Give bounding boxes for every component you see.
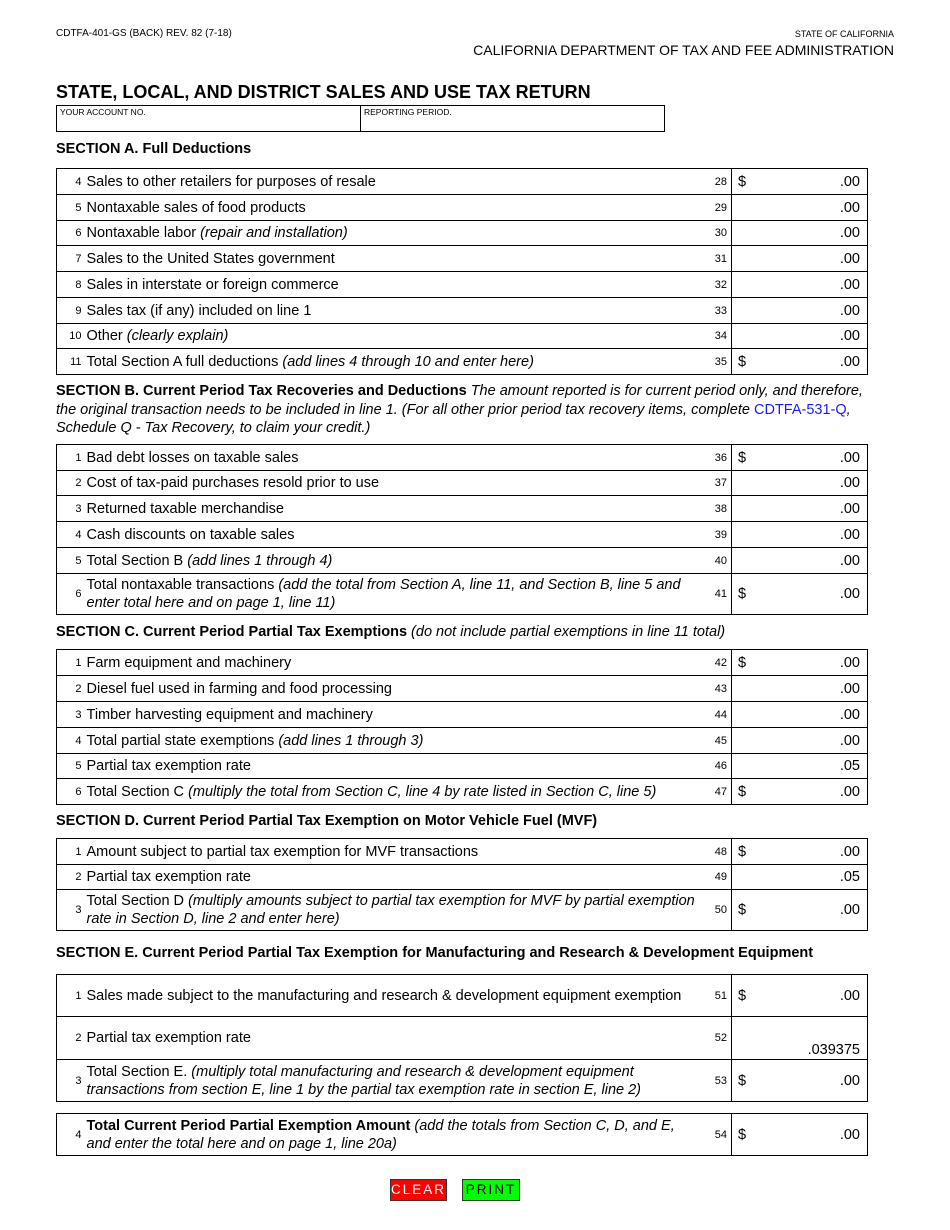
form-row — [57, 349, 868, 375]
amount-value: .00 — [839, 302, 860, 319]
currency-symbol: $ — [738, 902, 747, 918]
amount-value: .00 — [839, 250, 860, 267]
form-row — [57, 195, 868, 221]
reporting-period-label: REPORTING PERIOD. — [364, 107, 452, 117]
row-description — [87, 298, 702, 324]
form-row — [57, 839, 868, 865]
row-text: Total partial state exemptions — [86, 732, 279, 749]
row-text: Nontaxable sales of food products — [86, 199, 306, 216]
row-text: Sales made subject to the manufacturing and research & development equipment exemption — [86, 987, 682, 1004]
row-number: 2 — [57, 471, 87, 496]
currency-symbol: $ — [738, 586, 747, 602]
amount-field[interactable] — [732, 865, 868, 890]
amount-field[interactable] — [732, 349, 868, 375]
row-note: (clearly explain) — [126, 328, 229, 344]
currency-symbol: $ — [738, 449, 747, 466]
row-text: Partial tax exemption rate — [86, 1030, 251, 1046]
amount-field[interactable] — [732, 246, 868, 272]
currency-symbol: $ — [738, 1072, 747, 1089]
row-description — [87, 676, 702, 702]
row-number: 4 — [57, 1114, 87, 1156]
amount-value: .00 — [839, 902, 860, 918]
section-a-heading: SECTION A. Full Deductions — [56, 141, 252, 157]
row-number: 6 — [57, 574, 87, 615]
section-b-table — [56, 444, 868, 615]
line-number: 39 — [702, 522, 732, 548]
line-number: 35 — [702, 349, 732, 375]
section-e-heading: SECTION E. Current Period Partial Tax Exemption for Manufacturing and Research & Development Equipment — [56, 945, 814, 961]
amount-value: .00 — [839, 500, 860, 517]
row-note: (add the totals from Section C, D, and E, and enter the total here and on page 1, line 20a) — [86, 1117, 675, 1152]
amount-field[interactable] — [732, 650, 868, 676]
amount-field[interactable] — [732, 1060, 868, 1102]
amount-field[interactable] — [732, 779, 868, 805]
row-text: Nontaxable labor — [86, 225, 201, 241]
amount-value: .00 — [839, 680, 860, 697]
line-number: 47 — [702, 779, 732, 805]
row-text: Bad debt losses on taxable sales — [86, 449, 299, 466]
amount-value: .00 — [839, 843, 860, 860]
department-name: CALIFORNIA DEPARTMENT OF TAX AND FEE ADMINISTRATION — [473, 42, 894, 58]
currency-symbol: $ — [738, 843, 747, 860]
row-text: Farm equipment and machinery — [86, 654, 292, 671]
row-note: (multiply the total from Section C, line 4 by rate listed in Section C, line 5) — [188, 783, 657, 800]
row-description — [87, 272, 702, 298]
line-number: 33 — [702, 298, 732, 324]
row-number: 6 — [57, 221, 87, 246]
form-row — [57, 865, 868, 890]
row-text: Sales tax (if any) included on line 1 — [86, 302, 312, 319]
row-description — [87, 754, 702, 779]
row-text: Other — [86, 328, 127, 344]
row-description — [87, 728, 702, 754]
row-number: 4 — [57, 169, 87, 195]
amount-value: .00 — [839, 526, 860, 543]
amount-value: .00 — [839, 225, 860, 241]
row-number: 3 — [57, 496, 87, 522]
form-row — [57, 1114, 868, 1156]
row-number: 8 — [57, 272, 87, 298]
page-title: STATE, LOCAL, AND DISTRICT SALES AND USE TAX RETURN — [56, 82, 591, 102]
row-description — [87, 471, 702, 496]
line-number: 40 — [702, 548, 732, 574]
row-note: (add the total from Section A, line 11, and Section B, line 5 and enter total here and on page 1, line 11) — [86, 577, 681, 611]
form-row — [57, 169, 868, 195]
row-description — [87, 221, 702, 246]
row-number: 1 — [57, 839, 87, 865]
amount-value: .00 — [839, 1072, 860, 1089]
form-row — [57, 496, 868, 522]
row-number: 3 — [57, 890, 87, 931]
amount-field[interactable] — [732, 522, 868, 548]
line-number: 44 — [702, 702, 732, 728]
amount-field[interactable] — [732, 445, 868, 471]
form-row — [57, 702, 868, 728]
form-number: CDTFA-401-GS (BACK) REV. 82 (7-18) — [56, 28, 232, 39]
line-number: 49 — [702, 865, 732, 890]
row-number: 9 — [57, 298, 87, 324]
row-text: Partial tax exemption rate — [86, 869, 251, 885]
row-description — [87, 522, 702, 548]
amount-field[interactable] — [732, 1017, 868, 1060]
row-text: Sales to other retailers for purposes of resale — [86, 173, 376, 190]
account-number-label: YOUR ACCOUNT NO. — [60, 107, 146, 117]
amount-field[interactable] — [732, 574, 868, 615]
form-row — [57, 650, 868, 676]
form-row — [57, 1017, 868, 1060]
line-number: 34 — [702, 324, 732, 349]
row-number: 2 — [57, 1017, 87, 1060]
row-text: Total Section D — [86, 893, 189, 909]
currency-symbol: $ — [738, 987, 747, 1004]
amount-field[interactable] — [732, 548, 868, 574]
section-d-table — [56, 838, 868, 931]
section-b-heading: SECTION B. Current Period Tax Recoveries and Deductions The amount reported is for current period only, and therefore, the original transaction needs to be included in line 1. (For all other prior period tax recovery items, complete CDTFA-531-Q, Schedule Q - Tax Recovery, to claim your credit.) — [56, 383, 863, 436]
row-description — [87, 548, 702, 574]
currency-symbol: $ — [738, 783, 747, 800]
row-description — [87, 246, 702, 272]
line-number: 46 — [702, 754, 732, 779]
amount-value: .00 — [839, 353, 860, 370]
currency-symbol: $ — [738, 654, 747, 671]
row-text: Sales to the United States government — [86, 250, 335, 267]
form-row — [57, 298, 868, 324]
row-number: 7 — [57, 246, 87, 272]
row-note: (multiply total manufacturing and research & development equipment transactions from section E, line 1 by the partial tax exemption rate in section E, line 2) — [86, 1063, 641, 1098]
form-row — [57, 779, 868, 805]
row-number: 1 — [57, 445, 87, 471]
line-number: 38 — [702, 496, 732, 522]
total-table — [56, 1113, 868, 1156]
form-row — [57, 728, 868, 754]
row-number: 3 — [57, 702, 87, 728]
amount-value: .00 — [839, 552, 860, 569]
amount-field[interactable] — [732, 169, 868, 195]
row-number: 5 — [57, 195, 87, 221]
row-description — [87, 839, 702, 865]
amount-value: .00 — [839, 586, 860, 602]
amount-value: .00 — [839, 987, 860, 1004]
row-description — [87, 890, 702, 931]
amount-value: .00 — [839, 1126, 860, 1143]
form-row — [57, 246, 868, 272]
section-c-heading: SECTION C. Current Period Partial Tax Exemptions (do not include partial exemptions in line 11 total) — [56, 624, 726, 640]
line-number: 42 — [702, 650, 732, 676]
row-note: (add lines 4 through 10 and enter here) — [282, 353, 534, 370]
line-number: 48 — [702, 839, 732, 865]
amount-field[interactable] — [732, 975, 868, 1017]
row-description — [87, 574, 702, 615]
row-text: Partial tax exemption rate — [86, 758, 251, 774]
row-number: 1 — [57, 650, 87, 676]
form-row — [57, 676, 868, 702]
line-number: 36 — [702, 445, 732, 471]
amount-value: .05 — [839, 758, 860, 774]
amount-value: .00 — [839, 475, 860, 491]
amount-field[interactable] — [732, 496, 868, 522]
section-c-table — [56, 649, 868, 805]
row-text: Total Section A full deductions — [86, 353, 283, 370]
print-button[interactable]: PRINT — [462, 1179, 520, 1201]
amount-field[interactable] — [732, 221, 868, 246]
row-note: (repair and installation) — [200, 225, 348, 241]
line-number: 31 — [702, 246, 732, 272]
row-text: Diesel fuel used in farming and food processing — [86, 680, 392, 697]
line-number: 54 — [702, 1114, 732, 1156]
account-number-field[interactable] — [57, 106, 361, 131]
section-a-table — [56, 168, 868, 375]
amount-field[interactable] — [732, 839, 868, 865]
amount-value: .00 — [839, 732, 860, 749]
cdtfa-531-q-link[interactable]: CDTFA-531-Q — [753, 401, 847, 418]
row-note: (add lines 1 through 3) — [278, 732, 424, 749]
amount-field[interactable] — [732, 195, 868, 221]
line-number: 29 — [702, 195, 732, 221]
amount-value: .00 — [839, 276, 860, 293]
amount-field[interactable] — [732, 676, 868, 702]
amount-value: .05 — [839, 869, 860, 885]
amount-field[interactable] — [732, 298, 868, 324]
line-number: 51 — [702, 975, 732, 1017]
row-description — [87, 865, 702, 890]
row-number: 11 — [57, 349, 87, 375]
line-number: 30 — [702, 221, 732, 246]
form-row — [57, 272, 868, 298]
row-number: 10 — [57, 324, 87, 349]
form-row — [57, 522, 868, 548]
line-number: 43 — [702, 676, 732, 702]
amount-value: .00 — [839, 654, 860, 671]
amount-value: .00 — [839, 173, 860, 190]
reporting-period-field[interactable] — [361, 106, 664, 131]
row-description — [87, 195, 702, 221]
amount-value: .00 — [839, 328, 860, 344]
form-row — [57, 975, 868, 1017]
row-description — [87, 975, 702, 1017]
row-number: 5 — [57, 754, 87, 779]
row-description — [87, 779, 702, 805]
row-text: Returned taxable merchandise — [86, 500, 284, 517]
currency-symbol: $ — [738, 173, 747, 190]
form-row — [57, 1060, 868, 1102]
row-number: 2 — [57, 676, 87, 702]
row-description — [87, 1017, 702, 1060]
row-note: (add lines 1 through 4) — [187, 552, 333, 569]
row-text: Cost of tax-paid purchases resold prior to use — [86, 475, 380, 491]
amount-value: .039375 — [807, 1042, 860, 1058]
row-number: 6 — [57, 779, 87, 805]
section-d-heading: SECTION D. Current Period Partial Tax Exemption on Motor Vehicle Fuel (MVF) — [56, 813, 598, 829]
form-row — [57, 221, 868, 246]
line-number: 50 — [702, 890, 732, 931]
row-description — [87, 650, 702, 676]
row-text: Total Section E. — [86, 1063, 192, 1080]
currency-symbol: $ — [738, 1126, 747, 1143]
currency-symbol: $ — [738, 353, 747, 370]
amount-value: .00 — [839, 783, 860, 800]
row-description — [87, 324, 702, 349]
amount-field[interactable] — [732, 702, 868, 728]
row-text: Total Current Period Partial Exemption Amount — [86, 1117, 411, 1134]
form-row — [57, 324, 868, 349]
form-row — [57, 890, 868, 931]
amount-field[interactable] — [732, 272, 868, 298]
row-description — [87, 349, 702, 375]
row-description — [87, 496, 702, 522]
amount-value: .00 — [839, 449, 860, 466]
amount-value: .00 — [839, 199, 860, 216]
line-number: 53 — [702, 1060, 732, 1102]
row-number: 2 — [57, 865, 87, 890]
row-description — [87, 702, 702, 728]
line-number: 32 — [702, 272, 732, 298]
form-row — [57, 754, 868, 779]
line-number: 52 — [702, 1017, 732, 1060]
form-row — [57, 574, 868, 615]
form-row — [57, 548, 868, 574]
row-note: (multiply amounts subject to partial tax exemption for MVF by partial exemption rate in Section D, line 2 and enter here) — [86, 893, 695, 927]
row-number: 4 — [57, 522, 87, 548]
row-text: Amount subject to partial tax exemption for MVF transactions — [86, 843, 479, 860]
line-number: 45 — [702, 728, 732, 754]
row-number: 4 — [57, 728, 87, 754]
form-row — [57, 471, 868, 496]
account-info-box — [56, 105, 665, 132]
row-number: 3 — [57, 1060, 87, 1102]
amount-field[interactable] — [732, 1114, 868, 1156]
amount-value: .00 — [839, 706, 860, 723]
form-row — [57, 445, 868, 471]
amount-field[interactable] — [732, 754, 868, 779]
state-label: STATE OF CALIFORNIA — [794, 29, 894, 39]
amount-field[interactable] — [732, 471, 868, 496]
amount-field[interactable] — [732, 728, 868, 754]
amount-field[interactable] — [732, 324, 868, 349]
row-text: Timber harvesting equipment and machinery — [86, 706, 373, 723]
row-text: Cash discounts on taxable sales — [86, 526, 295, 543]
row-description — [87, 1060, 702, 1102]
row-description — [87, 445, 702, 471]
line-number: 37 — [702, 471, 732, 496]
line-number: 28 — [702, 169, 732, 195]
row-text: Total nontaxable transactions — [86, 577, 279, 593]
clear-button[interactable]: CLEAR — [390, 1179, 447, 1201]
section-e-table — [56, 974, 868, 1102]
row-description — [87, 169, 702, 195]
row-text: Total Section C — [86, 783, 189, 800]
amount-field[interactable] — [732, 890, 868, 931]
row-description — [87, 1114, 702, 1156]
row-number: 1 — [57, 975, 87, 1017]
row-text: Total Section B — [86, 552, 188, 569]
row-text: Sales in interstate or foreign commerce — [86, 276, 339, 293]
line-number: 41 — [702, 574, 732, 615]
row-number: 5 — [57, 548, 87, 574]
